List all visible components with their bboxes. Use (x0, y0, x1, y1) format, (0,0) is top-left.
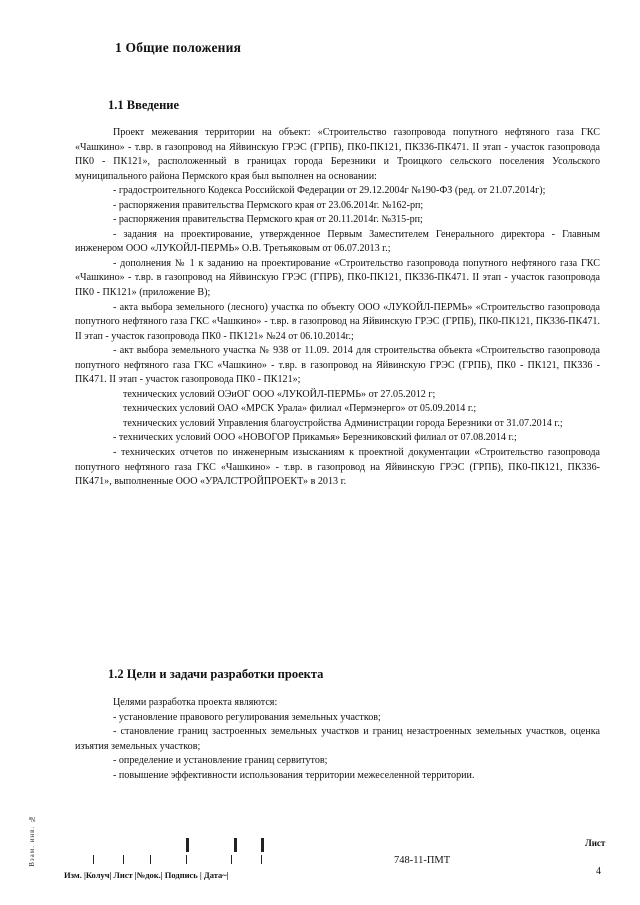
intro-body (75, 126, 600, 490)
basis-item: технических условий ОЭиОГ ООО «ЛУКОЙЛ-ПЕРМЬ» от 27.05.2012 г; (123, 388, 436, 400)
intro-heading: 1.1 Введение (108, 98, 180, 112)
document-code: 748-11-ПМТ (394, 855, 451, 866)
goals-item: - повышение эффективности использования территории межеселенной территории. (113, 769, 475, 781)
basis-item: - градостроительного Кодекса Российской Федерации от 29.12.2004г №190-ФЗ (ред. от 21.07.2014г); (113, 185, 546, 197)
stamp-divider (261, 838, 264, 852)
goals-item: - становление границ застроенных земельных участков и границ незастроенных земельных участков, оценка изъятия земельных участков; (75, 726, 600, 752)
stamp-side-label: Взам. инв. № (28, 814, 36, 867)
goals-item: - установление правового регулирования земельных участков; (113, 711, 381, 723)
stamp-divider (123, 855, 124, 864)
basis-item: - технических отчетов по инженерным изысканиям к проектной документации «Строительство газопровода попутного нефтяного газа ГКС «Чашкино» - т.вр. в газопровод на Яйвинскую ГРЭС (ГРПБ), ПК0-ПК121, ПК336-ПК471», выполненные ООО «УРАЛСТРОЙПРОЕКТ» в 2013 г. (75, 447, 600, 488)
stamp-divider (93, 855, 94, 864)
stamp-divider (186, 855, 187, 864)
stamp-divider (231, 855, 232, 864)
basis-item: - акт выбора земельного участка № 938 от 11.09. 2014 для строительства объекта «Строительство газопровода попутного нефтяного газа ГКС «Чашкино» - т.вр. в газопровод на Яйвинскую ГРЭС (ГРПБ), ПК0 - ПК121, ПК336 - ПК471. II этап - участок газопровода ПК0 - ПК121»; (75, 345, 600, 386)
sheet-label: Лист (585, 838, 606, 848)
goals-paragraph: Целями разработка проекта являются: (113, 697, 278, 708)
sheet-number: 4 (596, 866, 601, 877)
basis-item: - задания на проектирование, утвержденное Первым Заместителем Генерального директора - Главным инженером ООО «ЛУКОЙЛ-ПЕРМЬ» О.В. Третьяковым от 06.07.2013 г.; (75, 228, 600, 255)
stamp-divider (186, 838, 189, 852)
stamp-columns: Изм. |Колуч| Лист |№док.| Подпись | Дата~| (64, 870, 229, 880)
basis-item: технических условий Управления благоустройства Администрации города Березники от 31.07.2014 г.; (123, 417, 563, 429)
basis-item: - акта выбора земельного (лесного) участка по объекту ООО «ЛУКОЙЛ-ПЕРМЬ» «Строительство газопровода попутного нефтяного газа ГКС «Чашкино» - т.вр. в газопровод на Яйвинскую ГРЭС (ГРПБ), ПК0-ПК121, ПК336-ПК471. II этап - участок газопровода ПК0 - ПК121» №24 от 06.10.2014г.; (75, 301, 600, 342)
basis-item: - распоряжения правительства Пермского края от 20.11.2014г. №315-рп; (113, 214, 423, 226)
basis-item: - технических условий ООО «НОВОГОР Прикамья» Березниковский филиал от 07.08.2014 г.; (113, 432, 517, 444)
stamp-divider (150, 855, 151, 864)
goals-heading: 1.2 Цели и задачи разработки проекта (108, 667, 324, 681)
basis-item: - дополнения № 1 к заданию на проектирование «Строительство газопровода попутного нефтяного газа ГКС «Чашкино» - т.вр. в газопровод на Яйвинскую ГРЭС (ГПРБ), ПК0-ПК121, ПК336-ПК471. II этап - участок газопровода ПК0 - ПК121» (приложение В); (75, 257, 600, 299)
intro-paragraph: Проект межевания территории на объект: «Строительство газопровода попутного нефтяного газа ГКС «Чашкино» - т.вр. в газопровод на Яйвинскую ГРЭС (ГРПБ), ПК0-ПК121, ПК336-ПК471. II этап - участок газопровода ПК0 - ПК121», расположенный в границах города Березники и Троицкого сельского поселения Усольского муниципального района Пермского края был выполнен на основании: (75, 127, 600, 182)
goals-body (75, 696, 600, 784)
section-title: 1 Общие положения (115, 40, 242, 55)
basis-item: технических условий ОАО «МРСК Урала» филиал «Пермэнерго» от 05.09.2014 г.; (123, 403, 477, 415)
basis-item: - распоряжения правительства Пермского края от 23.06.2014г. №162-рп; (113, 199, 424, 211)
goals-item: - определение и установление границ сервитутов; (113, 755, 328, 767)
stamp-divider (234, 838, 237, 852)
stamp-divider (261, 855, 262, 864)
